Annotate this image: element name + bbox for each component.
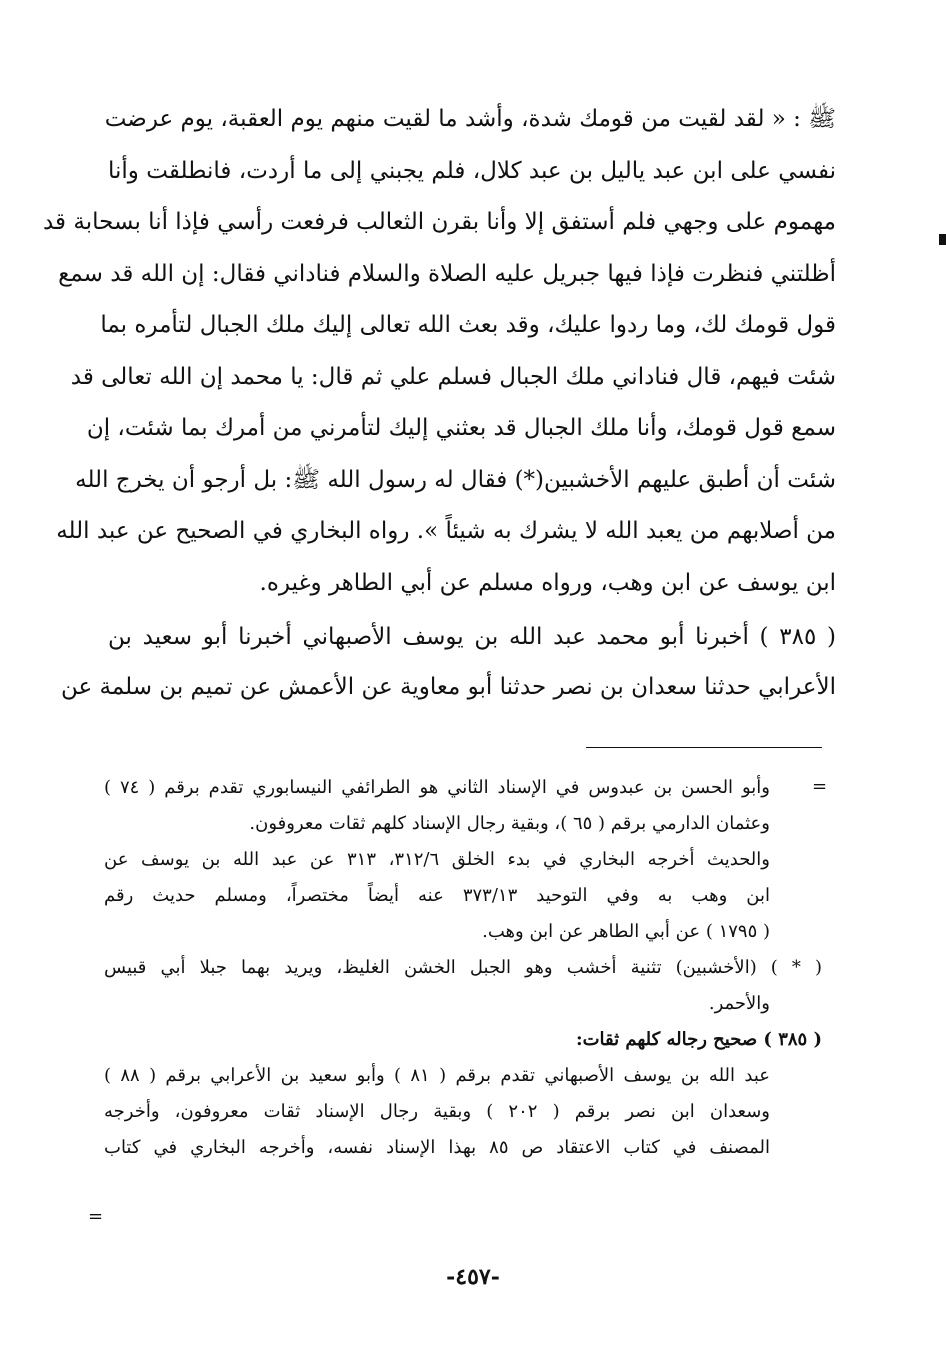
text-line: قول قومك لك، وما ردوا عليك، وقد بعث الله تعالى إليك ملك الجبال لتأمره بما [100, 312, 836, 338]
footnote-line: عبد الله بن يوسف الأصبهاني تقدم برقم ( ٨١ ) وأبو سعيد بن الأعرابي برقم ( ٨٨ ) [104, 1065, 770, 1086]
main-text [42, 94, 836, 609]
footnote-line: والأحمر. [708, 993, 770, 1014]
text-line: من أصلابهم من يعبد الله لا يشرك به شيئاً ». رواه البخاري في الصحيح عن عبد الله [56, 518, 836, 544]
text-line: ابن يوسف عن ابن وهب، ورواه مسلم عن أبي الطاهر وغيره. [259, 569, 836, 596]
text-line: شئت أن أطبق عليهم الأخشبين(*) فقال له رسول الله ﷺ: بل أرجو أن يخرج الله [75, 466, 836, 493]
footnote-heading: ( ٣٨٥ ) صحيح رجاله كلهم ثقات: [575, 1029, 822, 1050]
text-line: سمع قول قومك، وأنا ملك الجبال قد بعثني إليك لتأمرني من أمرك بما شئت، إن [86, 415, 836, 441]
margin-mark [939, 234, 946, 245]
footnote-line: المصنف في كتاب الاعتقاد ص ٨٥ بهذا الإسناد نفسه، وأخرجه البخاري في كتاب [104, 1137, 770, 1158]
footnote-line: والحديث أخرجه البخاري في بدء الخلق ٣١٢/٦، ٣١٣ عن عبد الله بن يوسف عن [104, 849, 770, 870]
end-continuation-marker: = [88, 1206, 104, 1227]
continuation-marker: = [812, 776, 828, 797]
footnotes [104, 770, 822, 1166]
hadith-385 [60, 612, 836, 712]
text-line: مهموم على وجهي فلم أستفق إلا وأنا بقرن الثعالب فرفعت رأسي فإذا أنا بسحابة قد [42, 209, 836, 235]
text-line: ﷺ : « لقد لقيت من قومك شدة، وأشد ما لقيت منهم يوم العقبة، يوم عرضت [104, 106, 836, 132]
text-line: الأعرابي حدثنا سعدان بن نصر حدثنا أبو معاوية عن الأعمش عن تميم بن سلمة عن [60, 674, 836, 700]
footnote-line: وعثمان الدارمي برقم ( ٦٥ )، وبقية رجال الإسناد كلهم ثقات معروفون. [249, 813, 770, 834]
footnote-line: ابن وهب به وفي التوحيد ٣٧٣/١٣ عنه أيضاً مختصراً، ومسلم حديث رقم [104, 885, 770, 906]
footnote-line: ( ١٧٩٥ ) عن أبي الطاهر عن ابن وهب. [482, 921, 770, 942]
footnote-line: وسعدان ابن نصر برقم ( ٢٠٢ ) وبقية رجال الإسناد ثقات معروفون، وأخرجه [104, 1101, 771, 1122]
footnote-line: ( * ) (الأخشبين) تثنية أخشب وهو الجبل الخشن الغليظ، ويريد بهما جبلا أبي قبيس [104, 957, 822, 978]
page-number: -٤٥٧- [446, 1264, 500, 1290]
text-line: نفسي على ابن عبد ياليل بن عبد كلال، فلم يجبني إلى ما أردت، فانطلقت وأنا [108, 157, 836, 184]
text-line: شئت فيهم، قال فناداني ملك الجبال فسلم علي ثم قال: يا محمد إن الله تعالى قد [70, 363, 836, 390]
footnote-line: وأبو الحسن بن عبدوس في الإسناد الثاني هو الطرائفي النيسابوري تقدم برقم ( ٧٤ ) [104, 777, 770, 798]
footnote-divider [586, 747, 822, 748]
text-line: أظلتني فنظرت فإذا فيها جبريل عليه الصلاة والسلام فناداني فقال: إن الله قد سمع [58, 260, 836, 287]
text-line: ( ٣٨٥ ) أخبرنا أبو محمد عبد الله بن يوسف الأصبهاني أخبرنا أبو سعيد بن [108, 624, 836, 650]
